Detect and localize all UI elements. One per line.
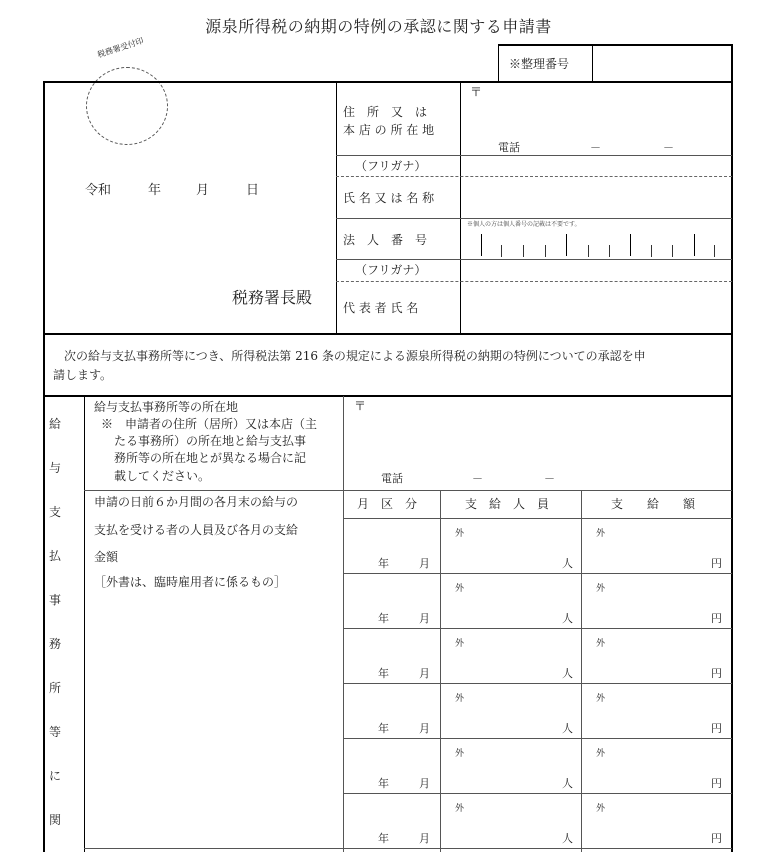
row-year: 年 <box>378 777 389 790</box>
section-char-5: 務 <box>49 637 62 651</box>
row-month: 月 <box>419 612 430 625</box>
row-outside-people: 外 <box>455 749 465 759</box>
office-phone-dash-2: － <box>544 472 555 485</box>
phone-dash-2: － <box>663 141 674 154</box>
row-year: 年 <box>378 832 389 845</box>
section-char-9: 関 <box>49 813 62 827</box>
row-outside-people: 外 <box>455 529 465 539</box>
col-people-header: 支 給 人 員 <box>465 497 550 511</box>
row-people-unit: 人 <box>562 832 573 845</box>
section-char-0: 給 <box>49 417 62 431</box>
address-field[interactable] <box>462 96 730 136</box>
row-yen-unit: 円 <box>711 722 722 735</box>
date-day: 日 <box>246 183 260 198</box>
row-outside-amount: 外 <box>596 804 606 814</box>
office-note-1: ※ 申請者の住所（居所）又は本店（主 <box>101 417 318 431</box>
row-yen-unit: 円 <box>711 612 722 625</box>
section-char-4: 事 <box>49 593 62 607</box>
payroll-desc-1: 申請の日前６か月間の各月末の給与の <box>94 495 299 509</box>
row-month: 月 <box>419 557 430 570</box>
rep-furigana-label: （フリガナ） <box>355 263 427 277</box>
col-month-header: 月 区 分 <box>357 497 418 511</box>
statement-line-1: 次の給与支払事務所等につき、所得税法第 216 条の規定による源泉所得税の納期の特例についての承認を申 <box>64 349 646 363</box>
row-outside-amount: 外 <box>596 584 606 594</box>
row-yen-unit: 円 <box>711 832 722 845</box>
date-month: 月 <box>196 183 210 198</box>
recipient-label: 税務署長殿 <box>232 288 313 307</box>
office-postal-mark: 〒 <box>354 399 367 413</box>
corp-number-field[interactable] <box>482 234 730 256</box>
row-yen-unit: 円 <box>711 557 722 570</box>
row-outside-people: 外 <box>455 804 465 814</box>
date-era: 令和 <box>85 183 112 198</box>
row-outside-amount: 外 <box>596 749 606 759</box>
row-month: 月 <box>419 722 430 735</box>
statement-line-2: 請します。 <box>53 368 113 382</box>
postal-mark: 〒 <box>470 85 483 99</box>
office-note-2: たる事務所）の所在地と給与支払事 <box>114 434 307 448</box>
payroll-desc-4: ［外書は、臨時雇用者に係るもの］ <box>94 575 287 589</box>
section-char-6: 所 <box>49 681 62 695</box>
row-people-unit: 人 <box>562 722 573 735</box>
office-location-label: 給与支払事務所等の所在地 <box>94 400 239 414</box>
row-month: 月 <box>419 667 430 680</box>
section-char-7: 等 <box>49 725 62 739</box>
seal-label: 税務署受付印 <box>96 36 145 60</box>
furigana-label: （フリガナ） <box>355 159 427 173</box>
payroll-desc-3: 金額 <box>94 550 119 564</box>
corp-number-label: 法 人 番 号 <box>343 233 428 247</box>
row-year: 年 <box>378 557 389 570</box>
name-label: 氏 名 又 は 名 称 <box>343 191 435 205</box>
row-year: 年 <box>378 612 389 625</box>
row-outside-people: 外 <box>455 694 465 704</box>
row-people-unit: 人 <box>562 612 573 625</box>
row-year: 年 <box>378 667 389 680</box>
section-char-3: 払 <box>49 549 62 563</box>
address-label-2: 本 店 の 所 在 地 <box>343 123 435 137</box>
rep-name-field[interactable] <box>462 283 730 331</box>
row-outside-amount: 外 <box>596 529 606 539</box>
row-yen-unit: 円 <box>711 777 722 790</box>
row-outside-people: 外 <box>455 639 465 649</box>
section-char-2: 支 <box>49 505 62 519</box>
phone-label: 電話 <box>498 141 520 154</box>
ref-number-field[interactable] <box>594 47 730 81</box>
ref-number-label: ※整理番号 <box>509 57 570 71</box>
rep-name-label: 代 表 者 氏 名 <box>343 301 419 315</box>
date-year: 年 <box>148 183 162 198</box>
office-phone-label: 電話 <box>381 472 403 485</box>
page-title: 源泉所得税の納期の特例の承認に関する申請書 <box>205 17 552 36</box>
row-people-unit: 人 <box>562 777 573 790</box>
row-outside-people: 外 <box>455 584 465 594</box>
row-outside-amount: 外 <box>596 694 606 704</box>
office-note-3: 務所等の所在地とが異なる場合に記 <box>114 451 307 465</box>
section-char-1: 与 <box>49 461 62 475</box>
row-people-unit: 人 <box>562 557 573 570</box>
payroll-desc-2: 支払を受ける者の人員及び各月の支給 <box>94 523 299 537</box>
col-amount-header: 支 給 額 <box>611 497 696 511</box>
office-note-4: 載してください。 <box>114 469 211 483</box>
office-phone-dash-1: － <box>472 472 483 485</box>
receipt-stamp-circle <box>86 67 168 145</box>
row-outside-amount: 外 <box>596 639 606 649</box>
row-people-unit: 人 <box>562 667 573 680</box>
phone-dash-1: － <box>590 141 601 154</box>
corp-number-note: ※個人の方は個人番号の記載は不要です。 <box>467 221 581 228</box>
name-field[interactable] <box>462 178 730 217</box>
row-year: 年 <box>378 722 389 735</box>
row-month: 月 <box>419 777 430 790</box>
office-address-field[interactable] <box>345 414 730 469</box>
row-month: 月 <box>419 832 430 845</box>
row-yen-unit: 円 <box>711 667 722 680</box>
section-char-8: に <box>49 769 62 783</box>
address-label: 住 所 又 は <box>343 105 428 119</box>
